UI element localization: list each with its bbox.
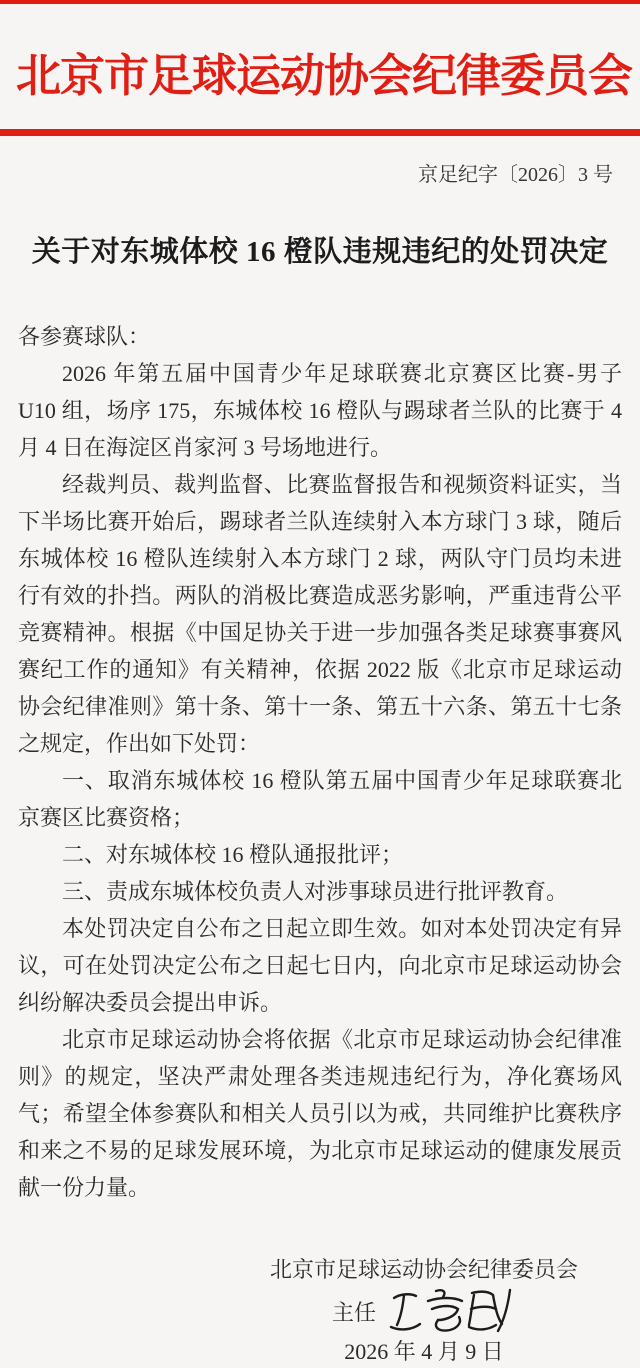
top-red-rule	[0, 0, 640, 4]
body-paragraph: 二、对东城体校 16 橙队通报批评；	[62, 842, 404, 867]
document-title: 关于对东城体校 16 橙队违规违纪的处罚决定	[31, 236, 609, 268]
paragraph-list	[18, 355, 622, 1206]
document-body	[18, 318, 622, 1206]
body-paragraph: 经裁判员、裁判监督、比赛监督报告和视频资料证实，当下半场比赛开始后，踢球者兰队连续射入本方球门 3 球，随后东城体校 16 橙队连续射入本方球门 2 球，两队守门员均未进行有效的扑挡。两队的消极比赛造成恶劣影响，严重违背公平竞赛精神。根据《中国足协关于进一步加强各类足球赛事赛风赛纪工作的通知》有关精神，依据 2022 版《北京市足球运动协会纪律准则》第十条、第十一条、第五十六条、第五十七条之规定，作出如下处罚：	[18, 472, 622, 756]
handwritten-signature	[388, 1286, 516, 1336]
body-paragraph: 本处罚决定自公布之日起立即生效。如对本处罚决定有异议，可在处罚决定公布之日起七日内，向北京市足球运动协会纠纷解决委员会提出申诉。	[18, 916, 622, 1015]
document-reference-number: 京足纪字〔2026〕3 号	[418, 164, 613, 186]
signature-date: 2026 年 4 月 9 日	[344, 1339, 504, 1364]
signature-block	[266, 1254, 582, 1368]
signature-line	[266, 1286, 582, 1336]
body-paragraph: 三、责成东城体校负责人对涉事球员进行批评教育。	[62, 879, 569, 904]
salutation: 各参赛球队：	[18, 324, 151, 349]
body-paragraph: 一、取消东城体校 16 橙队第五届中国青少年足球联赛北京赛区比赛资格；	[18, 768, 622, 830]
letterhead-org-title: 北京市足球运动协会纪律委员会	[16, 51, 633, 101]
signature-org-name: 北京市足球运动协会纪律委员会	[269, 1257, 578, 1282]
body-paragraph: 北京市足球运动协会将依据《北京市足球运动协会纪律准则》的规定，坚决严肃处理各类违规违纪行为，净化赛场风气；希望全体参赛队和相关人员引以为戒，共同维护比赛秩序和来之不易的足球发展环境，为北京市足球运动的健康发展贡献一份力量。	[18, 1027, 622, 1200]
signer-title: 主任	[331, 1299, 376, 1325]
body-paragraph: 2026 年第五届中国青少年足球联赛北京赛区比赛-男子 U10 组，场序 175，东城体校 16 橙队与踢球者兰队的比赛于 4 月 4 日在海淀区肖家河 3 号场地进行。	[18, 361, 622, 460]
letterhead-red-rule	[0, 129, 640, 136]
